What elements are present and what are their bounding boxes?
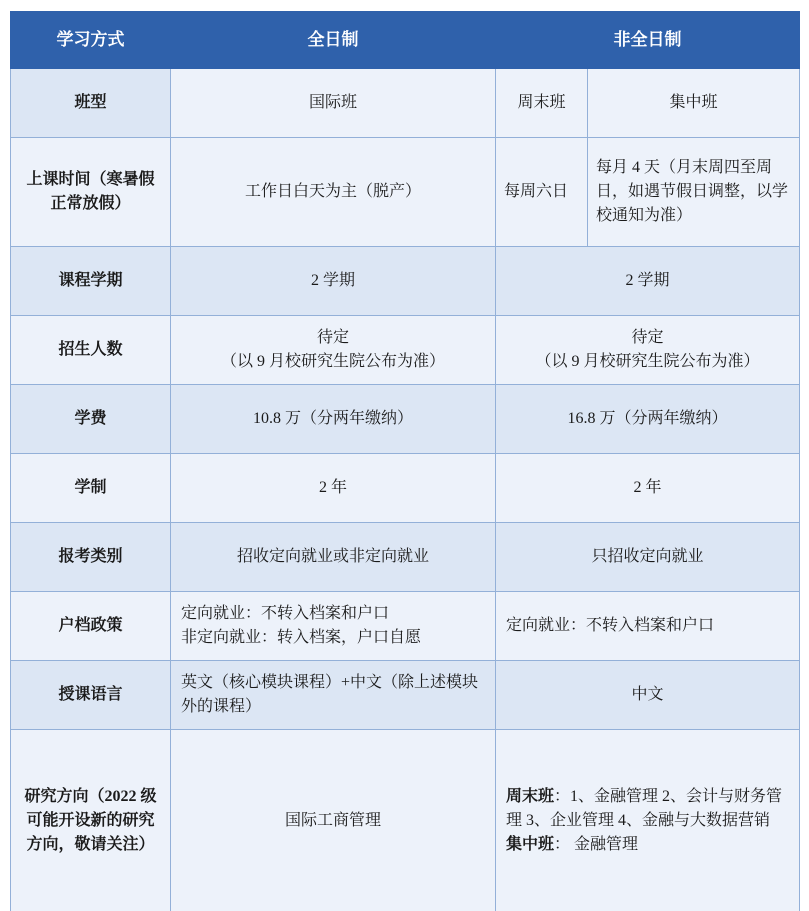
cell-enrollment-fulltime [171,316,496,385]
cell-duration-parttime: 2 年 [496,454,800,523]
row-label-duration: 学制 [11,454,171,523]
research-intensive-text: ： 金融管理 [554,836,639,853]
enrollment-fulltime-line1: 待定 [316,329,349,346]
row-label-household-policy: 户档政策 [11,592,171,661]
table-row-duration [11,454,800,523]
household-fulltime-line2: 非定向就业：转入档案，户口自愿 [181,629,422,646]
research-intensive-line [506,833,791,857]
cell-application-category-fulltime: 招收定向就业或非定向就业 [171,523,496,592]
row-label-enrollment: 招生人数 [11,316,171,385]
row-label-semesters: 课程学期 [11,247,171,316]
cell-enrollment-parttime [496,316,800,385]
enrollment-fulltime-line2: （以 9 月校研究生院公布为准） [220,353,445,370]
research-weekend-label: 周末班 [506,788,555,805]
table-row-enrollment [11,316,800,385]
cell-research-direction-parttime [496,730,800,911]
enrollment-parttime-line2: （以 9 月校研究生院公布为准） [535,353,760,370]
research-intensive-label: 集中班 [506,836,555,853]
table-row-class-time [11,138,800,247]
row-label-tuition: 学费 [11,385,171,454]
row-label-class-type: 班型 [11,69,171,138]
header-study-mode: 学习方式 [11,12,171,69]
cell-class-type-weekend: 周末班 [496,69,588,138]
header-parttime: 非全日制 [496,12,800,69]
cell-language-fulltime: 英文（核心模块课程）+中文（除上述模块外的课程） [171,661,496,730]
table-row-research-direction [11,730,800,911]
table-row-language [11,661,800,730]
cell-household-policy-fulltime [171,592,496,661]
table-row-household-policy [11,592,800,661]
cell-semesters-parttime: 2 学期 [496,247,800,316]
table-row-application-category [11,523,800,592]
cell-class-time-intensive: 每月 4 天（月末周四至周日，如遇节假日调整，以学校通知为准） [588,138,800,247]
row-label-research-direction: 研究方向（2022 级可能开设新的研究方向，敬请关注） [11,730,171,911]
cell-research-direction-fulltime: 国际工商管理 [171,730,496,911]
cell-household-policy-parttime: 定向就业：不转入档案和户口 [496,592,800,661]
header-fulltime: 全日制 [171,12,496,69]
cell-class-type-fulltime: 国际班 [171,69,496,138]
cell-application-category-parttime: 只招收定向就业 [496,523,800,592]
cell-class-time-fulltime: 工作日白天为主（脱产） [171,138,496,247]
cell-tuition-parttime: 16.8 万（分两年缴纳） [496,385,800,454]
research-weekend-line [506,785,791,833]
household-fulltime-line1: 定向就业：不转入档案和户口 [181,605,390,622]
research-weekend-text: ：1、金融管理 2、会计与财务管理 3、企业管理 4、金融与大数据营销 [506,788,783,829]
table-row-class-type [11,69,800,138]
program-comparison-table [10,11,800,911]
table-row-semesters [11,247,800,316]
table-header-row [11,12,800,69]
cell-class-time-weekend: 每周六日 [496,138,588,247]
cell-language-parttime: 中文 [496,661,800,730]
cell-class-type-intensive: 集中班 [588,69,800,138]
cell-semesters-fulltime: 2 学期 [171,247,496,316]
row-label-language: 授课语言 [11,661,171,730]
enrollment-parttime-line1: 待定 [631,329,664,346]
row-label-class-time: 上课时间（寒暑假正常放假） [11,138,171,247]
row-label-application-category: 报考类别 [11,523,171,592]
cell-tuition-fulltime: 10.8 万（分两年缴纳） [171,385,496,454]
table-row-tuition [11,385,800,454]
cell-duration-fulltime: 2 年 [171,454,496,523]
